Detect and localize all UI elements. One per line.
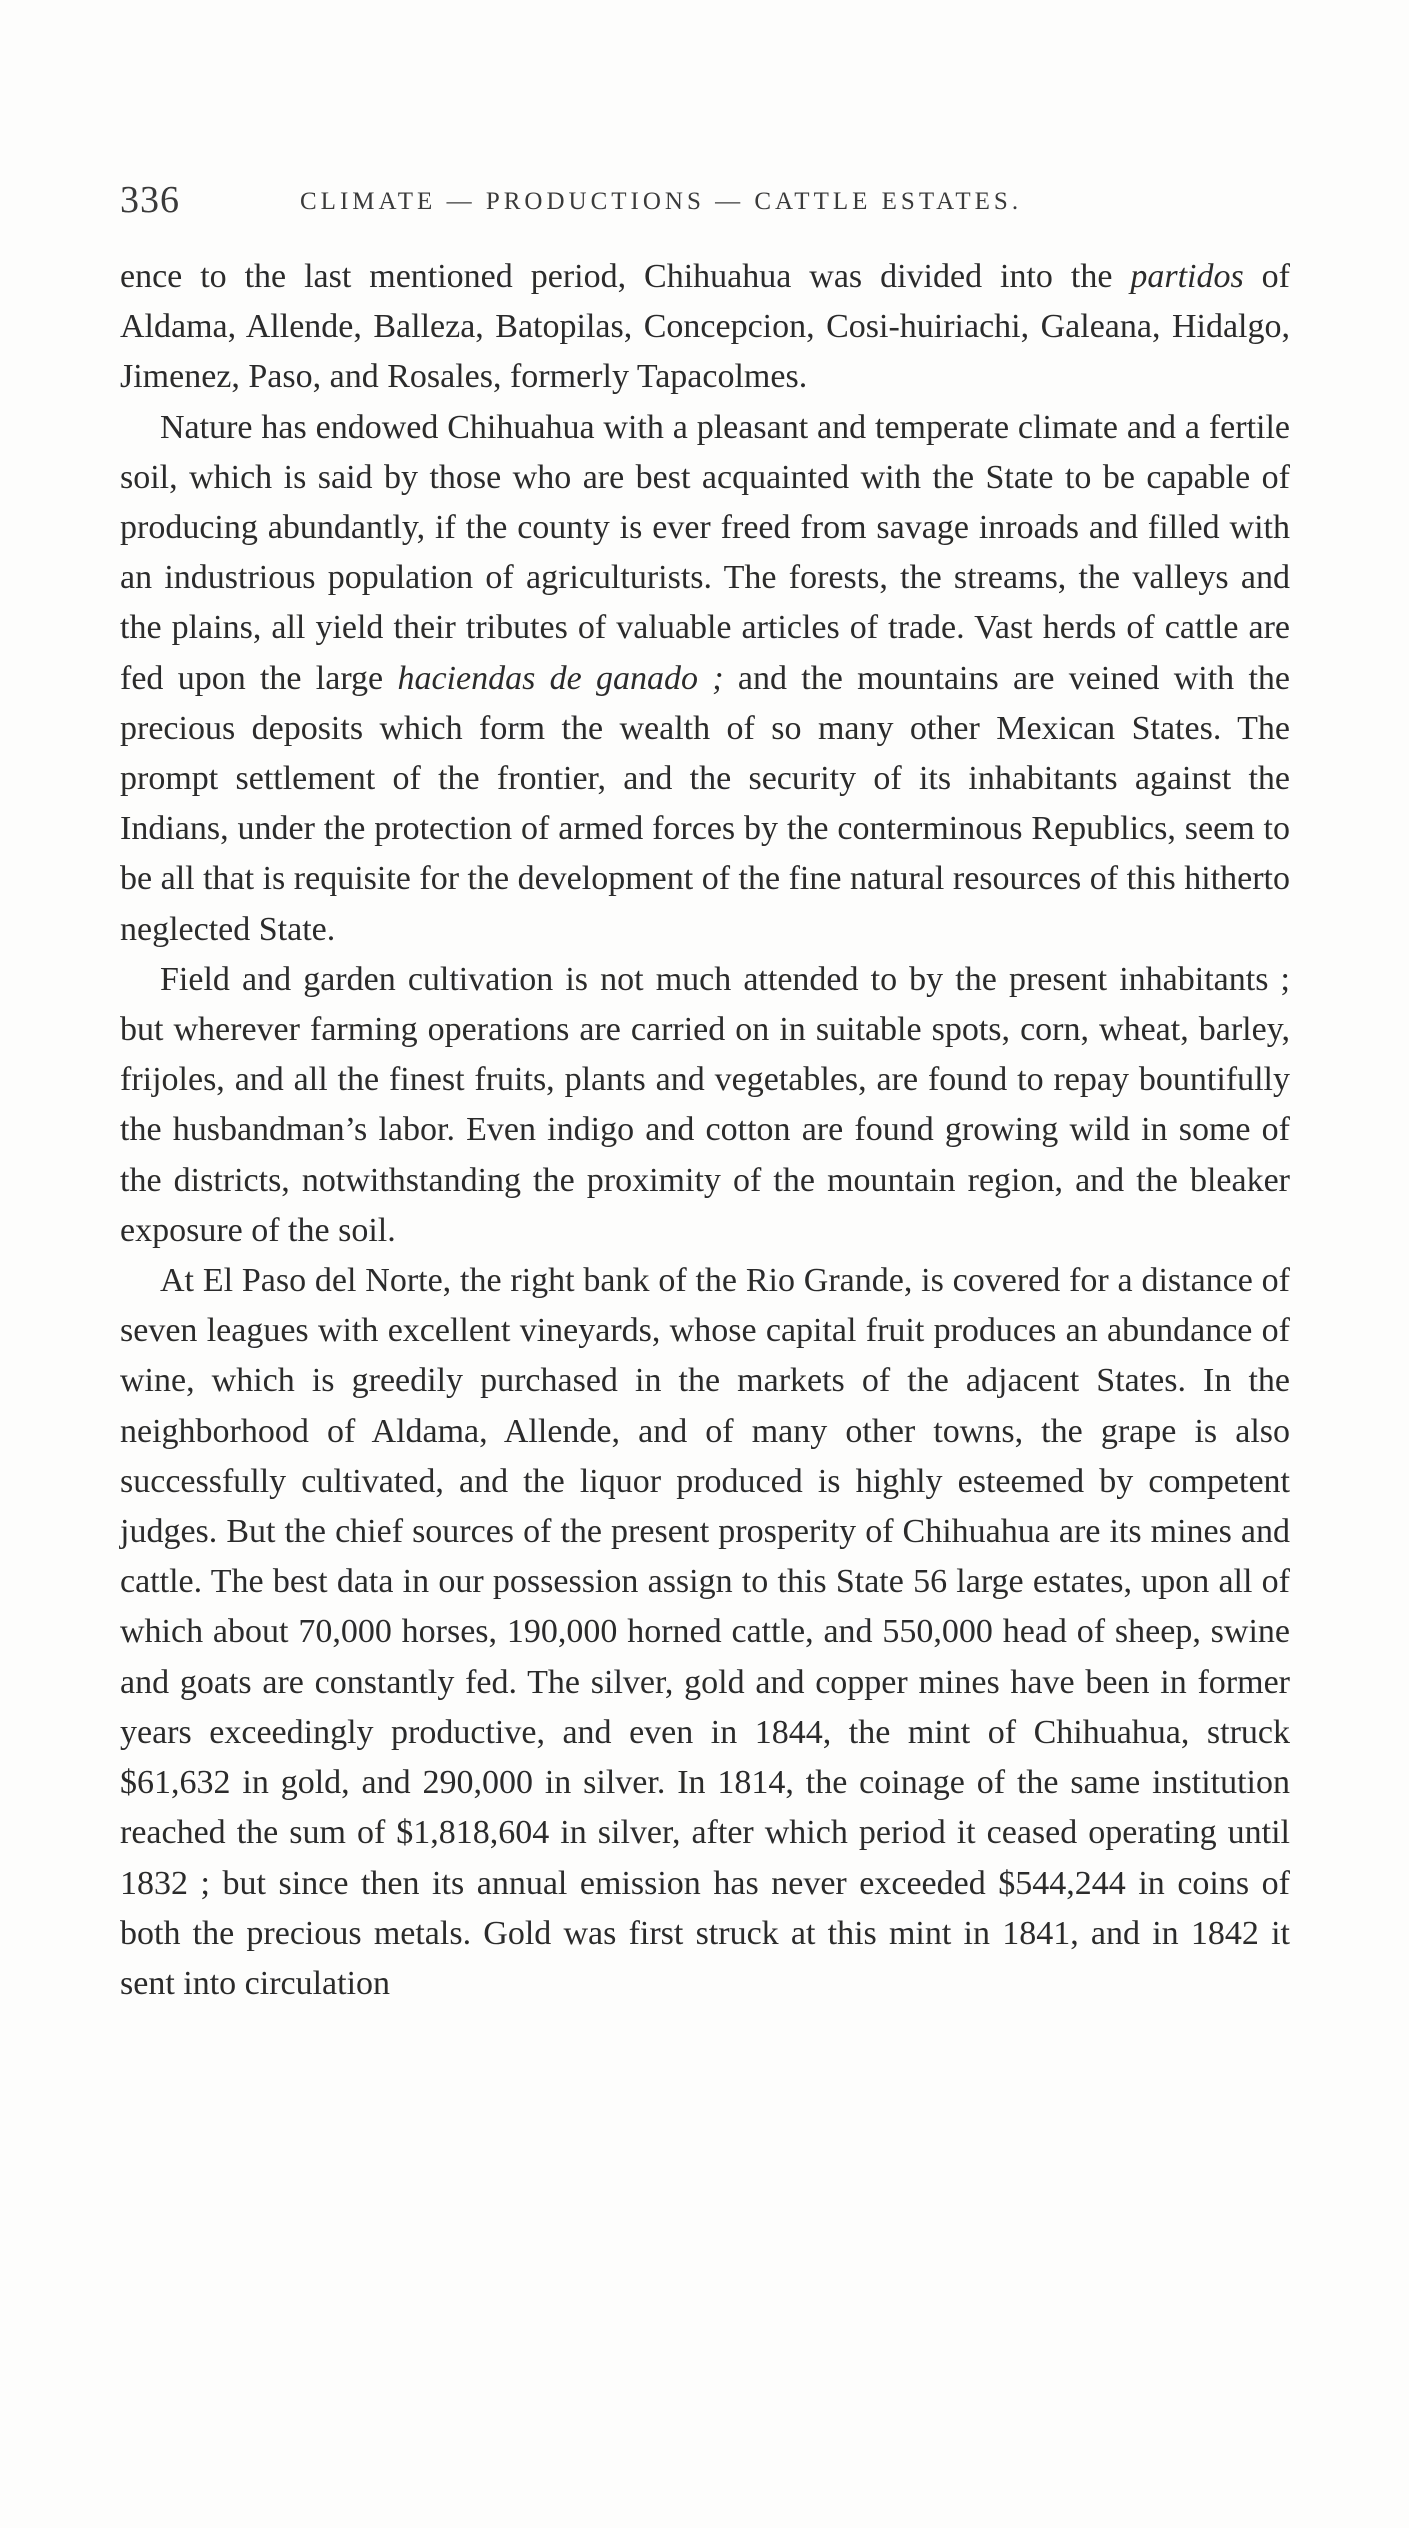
running-title: CLIMATE — PRODUCTIONS — CATTLE ESTATES. — [300, 188, 1023, 215]
paragraph-1-text-cont: of Aldama, Allende, Balleza, Batopilas, Concepcion, Cosi-huiriachi, Galeana, Hidalgo, Jimenez, Paso, and Rosales, formerly Tapacolmes. — [120, 258, 1290, 396]
paragraph-4 — [120, 1256, 1290, 2009]
body-text — [120, 252, 1290, 2009]
paragraph-3 — [120, 955, 1290, 1256]
paragraph-4-text: At El Paso del Norte, the right bank of the Rio Grande, is covered for a distance of seven leagues with excellent vineyards, whose capital fruit produces an abundance of wine, which is greedily purchased in the markets of the adjacent States. In the neighborhood of Aldama, Allende, and of many other towns, the grape is also successfully cultivated, and the liquor produced is highly esteemed by competent judges. But the chief sources of the present prosperity of Chihuahua are its mines and cattle. The best data in our possession assign to this State 56 large estates, upon all of which about 70,000 horses, 190,000 horned cattle, and 550,000 head of sheep, swine and goats are constantly fed. The silver, gold and copper mines have been in former years exceedingly productive, and even in 1844, the mint of Chihuahua, struck $61,632 in gold, and 290,000 in silver. In 1814, the coinage of the same institution reached the sum of $1,818,604 in silver, after which period it ceased operating until 1832 ; but since then its annual emission has never exceeded $544,244 in coins of both the precious metals. Gold was first struck at this mint in 1841, and in 1842 it sent into circulation — [120, 1262, 1290, 2002]
paragraph-2 — [120, 403, 1290, 955]
paragraph-1-italic: partidos — [1130, 258, 1244, 295]
page-number: 336 — [120, 179, 180, 221]
running-head — [120, 178, 1290, 228]
paragraph-1-text: ence to the last mentioned period, Chihuahua was divided into the — [120, 258, 1131, 295]
paragraph-3-text: Field and garden cultivation is not much attended to by the present inhabitants ; but wherever farming operations are carried on in suitable spots, corn, wheat, barley, frijoles, and all the finest fruits, plants and vegetables, are found to repay bountifully the husbandman’s labor. Even indigo and cotton are found growing wild in some of the districts, notwithstanding the proximity of the mountain region, and the bleaker exposure of the soil. — [120, 960, 1290, 1249]
paragraph-2-text-cont: and the mountains are veined with the precious deposits which form the wealth of so many other Mexican States. The prompt settlement of the frontier, and the security of its inhabitants against the Indians, under the protection of armed forces by the conterminous Republics, seem to be all that is requisite for the development of the fine natural resources of this hitherto neglected State. — [120, 659, 1290, 948]
paragraph-2-italic: haciendas de ganado ; — [397, 659, 724, 697]
paragraph-2-text: Nature has endowed Chihuahua with a pleasant and temperate climate and a fertile soil, which is said by those who are best acquainted with the State to be capable of producing abundantly, if the county is ever freed from savage inroads and filled with an industrious population of agriculturists. The forests, the streams, the valleys and the plains, all yield their tributes of valuable articles of trade. Vast herds of cattle are fed upon the large — [120, 408, 1290, 697]
paragraph-1 — [120, 252, 1290, 403]
